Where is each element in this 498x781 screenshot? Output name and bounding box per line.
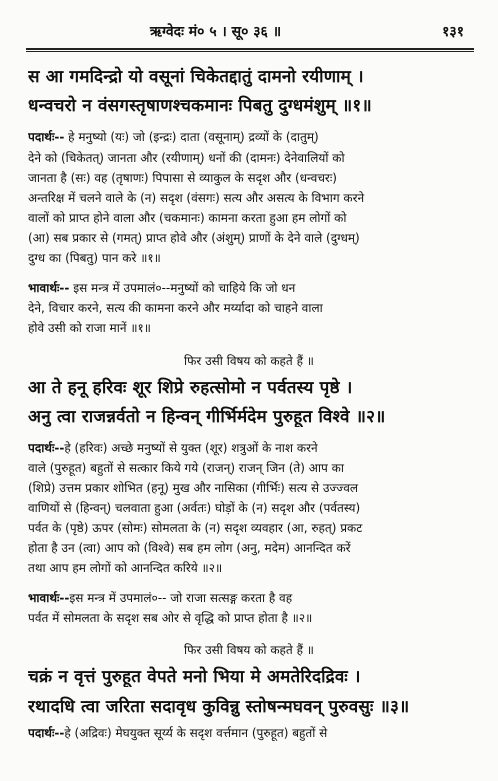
line-text: रथादधि त्वा जरिता सदावृध कुविन्नु स्तोषन्मघवन् पुरुवसुः ॥३॥	[28, 697, 410, 717]
prose-line	[28, 460, 474, 476]
line-text: वाले (पुरुहूत) बहुतों से सत्कार किये गये (राजन्) राजन् जिन (ते) आप का	[28, 461, 344, 475]
prose-line	[28, 190, 474, 206]
prose-line	[28, 610, 474, 626]
prose-line	[28, 320, 474, 336]
section-heading	[0, 641, 498, 658]
label-lead: भावार्थः--	[28, 281, 70, 295]
prose-line	[28, 230, 474, 246]
prose-line	[28, 500, 474, 516]
prose-line	[28, 170, 474, 186]
line-text: धन्वचरो न वंसगस्तृषाणश्चकमानः पिबतु दुग्धमंशुम् ॥१॥	[28, 96, 372, 116]
prose-line	[28, 150, 474, 166]
line-text: हे (हरिवः) अच्छे मनुष्यों से युक्त (शूर) शत्रुओं के नाश करने	[64, 441, 318, 455]
header-rule-thin	[26, 51, 474, 52]
verse-line	[28, 694, 474, 717]
line-text: वालों को प्राप्त होने वाला और (चकमानः) कामना करता हुआ हम लोगों को	[28, 211, 347, 225]
header-rule	[26, 48, 474, 50]
line-text: अन्तरिक्ष में चलने वाले के (न) सदृश (वंसगः) सत्य और असत्य के विभाग करने	[28, 191, 365, 205]
prose-line	[28, 440, 474, 456]
verse-line	[28, 64, 474, 87]
verse-line	[28, 93, 474, 116]
line-text: स आ गमदिन्द्रो यो वसूनां चिकेतद्दातुं दामनो रयीणाम् ।	[28, 67, 364, 87]
line-text: वाणियों से (हिन्वन्) चलवाता हुआ (अर्वतः) घोड़ों के (न) सदृश और (पर्वतस्य)	[28, 501, 361, 515]
line-text: देने, विचार करने, सत्य की कामना करने और मर्य्यादा को चाहने वाला	[28, 301, 323, 315]
line-text: अनु त्वा राजन्नर्वतो न हिन्वन् गीर्भिर्मदेम पुरुहूत विश्वे ॥२॥	[28, 407, 386, 427]
line-text: देने को (चिकेतत्) जानता और (रयीणाम्) धनों की (दामनः) देनेवालियों को	[28, 151, 345, 165]
page-number: १३१	[442, 24, 464, 40]
prose-line	[28, 725, 474, 741]
section-heading	[0, 352, 498, 369]
prose-line	[28, 250, 474, 266]
line-text: पर्वत में सोमलता के सदृश सब ओर से वृद्धि को प्राप्त होता है ॥२॥	[28, 611, 313, 625]
label-lead: पदार्थः--	[28, 726, 65, 740]
running-title: ऋग्वेदः मं० ५ । सू० ३६ ॥	[150, 24, 282, 40]
line-text: होता है उन (त्वा) आप को (विश्वे) सब हम लोग (अनु, मदेम) आनन्दित करें	[28, 541, 351, 555]
label-lead: पदार्थः--	[28, 441, 65, 455]
line-text: तथा आप हम लोगों को आनन्दित करिये ॥२॥	[28, 561, 223, 575]
label-lead: पदार्थः--	[28, 130, 65, 144]
line-text: (शिप्रे) उत्तम प्रकार शोभित (हनू) मुख और नासिका (गीर्भिः) सत्य से उज्ज्वल	[28, 481, 359, 495]
verse-line	[28, 664, 474, 687]
page-header	[0, 22, 498, 46]
prose-line	[28, 590, 474, 606]
prose-line	[28, 560, 474, 576]
line-text: फिर उसी विषय को कहते हैं ॥	[184, 354, 314, 368]
prose-line	[28, 280, 474, 296]
line-text: इस मन्त्र में उपमालं०--मनुष्यों को चाहिये कि जो धन	[69, 281, 296, 295]
verse-line	[28, 404, 474, 427]
line-text: हे (अद्रिवः) मेघयुक्त सूर्य्य के सदृश वर्त्तमान (पुरुहूत) बहुतों से	[64, 726, 328, 740]
prose-line	[28, 129, 474, 145]
line-text: होवे उसी को राजा मानें ॥१॥	[28, 321, 151, 335]
line-text: फिर उसी विषय को कहते हैं ॥	[184, 643, 314, 657]
line-text: पर्वत के (पृष्ठे) ऊपर (सोमः) सोमलता के (न) सदृश व्यवहार (आ, रुहत्) प्रकट	[28, 521, 363, 535]
prose-line	[28, 540, 474, 556]
line-text: इस मन्त्र में उपमालं०-- जो राजा सत्सङ्ग करता है वह	[69, 591, 293, 605]
line-text: आ ते हनू हरिवः शूर शिप्रे रुहत्सोमो न पर्वतस्य पृष्ठे ।	[28, 378, 353, 398]
prose-line	[28, 300, 474, 316]
label-lead: भावार्थः--	[28, 591, 70, 605]
prose-line	[28, 480, 474, 496]
line-text: जानता है (सः) वह (तृषाणः) पिपासा से व्याकुल के सदृश और (धन्वचरः)	[28, 171, 337, 185]
prose-line	[28, 520, 474, 536]
line-text: दुग्ध का (पिबतु) पान करे ॥१॥	[28, 251, 161, 265]
prose-line	[28, 210, 474, 226]
line-text: चक्रं न वृत्तं पुरुहूत वेपते मनो भिया मे अमतेरिदद्रिवः ।	[28, 667, 361, 687]
verse-line	[28, 375, 474, 398]
line-text: (आ) सब प्रकार से (गमत्) प्राप्त होवे और (अंशुम्) प्राणों के देने वाले (दुग्धम्)	[28, 231, 360, 245]
line-text: हे मनुष्यो (यः) जो (इन्द्रः) दाता (वसूनाम्) द्रव्यों के (दातुम्)	[64, 130, 319, 144]
